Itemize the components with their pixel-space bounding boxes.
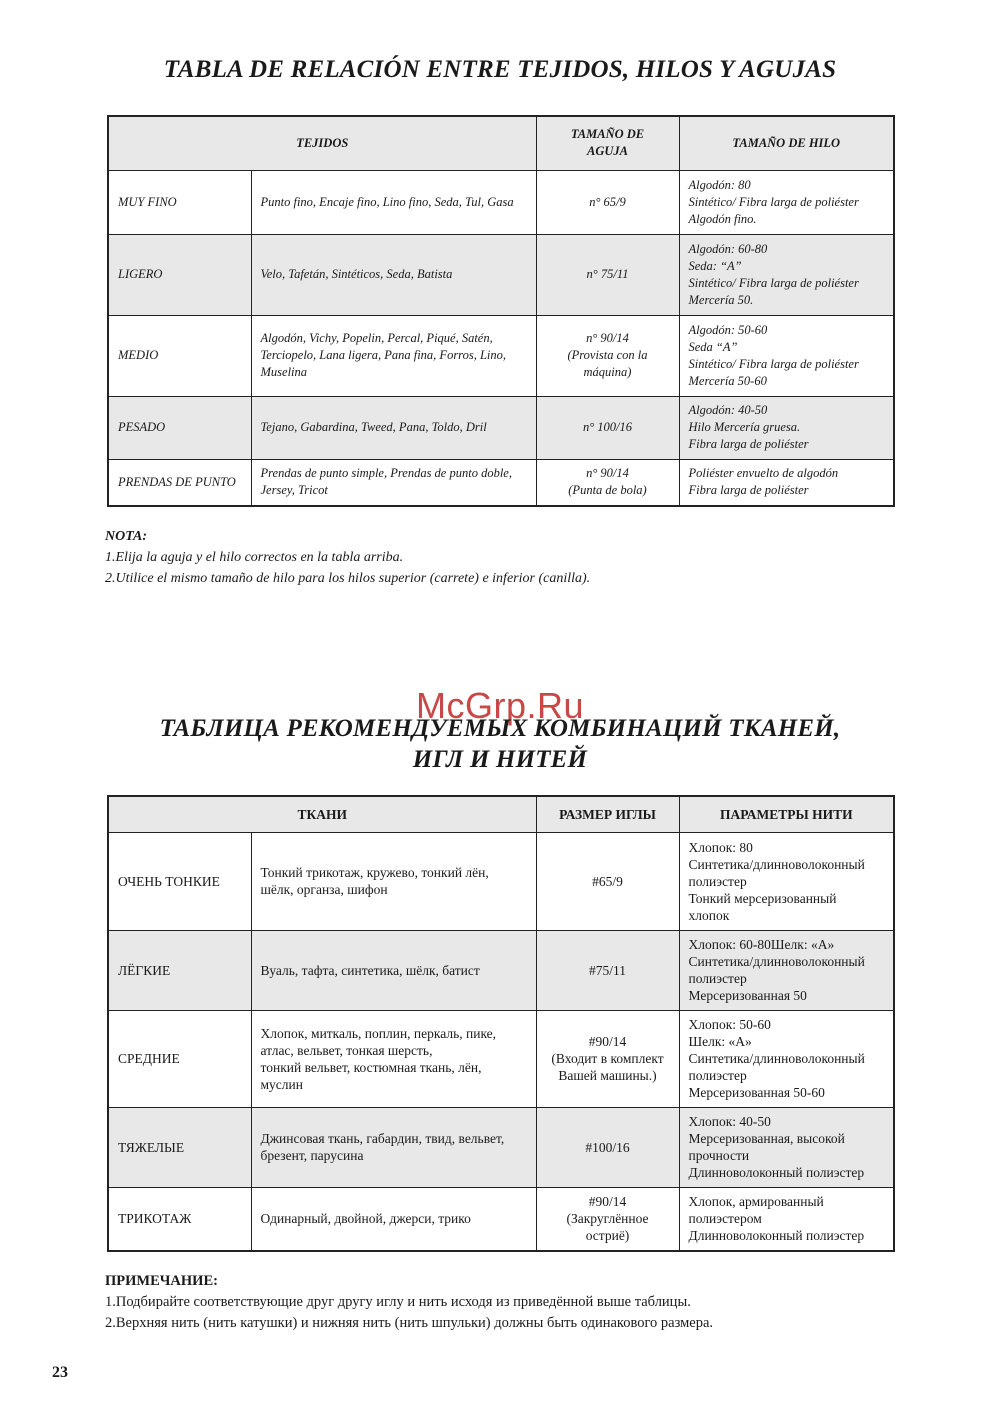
- watermark: McGrp.Ru: [415, 685, 585, 726]
- needle-size: #75/11: [536, 930, 679, 1010]
- fabric-examples: Вуаль, тафта, синтетика, шёлк, батист: [251, 930, 536, 1010]
- fabric-examples: Джинсовая ткань, габардин, твид, вельвет, брезент, парусина: [251, 1107, 536, 1187]
- table-row: [108, 170, 894, 234]
- needle-size: n° 90/14 (Provista con la máquina): [536, 315, 679, 396]
- header-needle-size: РАЗМЕР ИГЛЫ: [536, 796, 679, 832]
- table-row: [108, 1107, 894, 1187]
- fabric-category: ЛЁГКИЕ: [108, 930, 251, 1010]
- table-row: [108, 234, 894, 315]
- needle-size: n° 75/11: [536, 234, 679, 315]
- fabric-examples: Punto fino, Encaje fino, Lino fino, Seda, Tul, Gasa: [251, 170, 536, 234]
- note-item: 2.Верхняя нить (нить катушки) и нижняя нить (нить шпульки) должны быть одинакового размера.: [105, 1315, 714, 1331]
- russian-note: [105, 1271, 713, 1334]
- thread-size: Poliéster envuelto de algodón Fibra larga de poliéster: [679, 459, 894, 506]
- needle-size: n° 100/16: [536, 396, 679, 459]
- fabric-category: СРЕДНИЕ: [108, 1010, 251, 1107]
- needle-size: #90/14 (Входит в комплект Вашей машины.): [536, 1010, 679, 1107]
- fabric-examples: Prendas de punto simple, Prendas de punto doble, Jersey, Tricot: [251, 459, 536, 506]
- fabric-category: PESADO: [108, 396, 251, 459]
- table-row: [108, 1187, 894, 1251]
- fabric-category: ТРИКОТАЖ: [108, 1187, 251, 1251]
- thread-size: Algodón: 80 Sintético/ Fibra larga de poliéster Algodón fino.: [679, 170, 894, 234]
- thread-params: Хлопок, армированный полиэстером Длинноволоконный полиэстер: [679, 1187, 894, 1251]
- spanish-fabric-table: [107, 115, 895, 507]
- note-item: 1.Подбирайте соответствующие друг другу иглу и нить исходя из приведённой выше таблицы.: [105, 1294, 691, 1310]
- header-thread-params: ПАРАМЕТРЫ НИТИ: [679, 796, 894, 832]
- fabric-examples: Algodón, Vichy, Popelin, Percal, Piqué, Satén, Terciopelo, Lana ligera, Pana fina, Forros, Lino, Muselina: [251, 315, 536, 396]
- thread-params: Хлопок: 40-50 Мерсеризованная, высокой прочности Длинноволоконный полиэстер: [679, 1107, 894, 1187]
- table-row: [108, 1010, 894, 1107]
- table-row: [108, 832, 894, 930]
- thread-size: Algodón: 60-80 Seda: “A” Sintético/ Fibra larga de poliéster Mercería 50.: [679, 234, 894, 315]
- fabric-examples: Хлопок, миткаль, поплин, перкаль, пике, атлас, вельвет, тонкая шерсть, тонкий вельвет, костюмная ткань, лён, муслин: [251, 1010, 536, 1107]
- spanish-note: [105, 526, 590, 589]
- header-fabrics: TEJIDOS: [108, 116, 536, 170]
- fabric-category: ТЯЖЕЛЫЕ: [108, 1107, 251, 1187]
- thread-params: Хлопок: 60-80Шелк: «A» Синтетика/длинноволоконный полиэстер Мерсеризованная 50: [679, 930, 894, 1010]
- fabric-examples: Одинарный, двойной, джерси, трико: [251, 1187, 536, 1251]
- fabric-category: MEDIO: [108, 315, 251, 396]
- note-item: 1.Elija la aguja y el hilo correctos en la tabla arriba.: [105, 550, 404, 565]
- fabric-category: PRENDAS DE PUNTO: [108, 459, 251, 506]
- note-heading: ПРИМЕЧАНИЕ:: [105, 1273, 218, 1289]
- needle-size: n° 90/14 (Punta de bola): [536, 459, 679, 506]
- needle-size: #65/9: [536, 832, 679, 930]
- page-number: 23: [52, 1364, 68, 1381]
- thread-params: Хлопок: 80 Синтетика/длинноволоконный полиэстер Тонкий мерсеризованный хлопок: [679, 832, 894, 930]
- russian-page-title: ТАБЛИЦА РЕКОМЕНДУЕМЫХ КОМБИНАЦИЙ ТКАНЕЙ, ИГЛ И НИТЕЙ: [159, 715, 841, 773]
- table-row: [108, 930, 894, 1010]
- header-fabrics: ТКАНИ: [108, 796, 536, 832]
- table-row: [108, 459, 894, 506]
- table-row: [108, 315, 894, 396]
- fabric-category: LIGERO: [108, 234, 251, 315]
- table-header-row: [108, 796, 894, 832]
- header-thread-size: TAMAÑO DE HILO: [679, 116, 894, 170]
- needle-size: #100/16: [536, 1107, 679, 1187]
- needle-size: n° 65/9: [536, 170, 679, 234]
- note-item: 2.Utilice el mismo tamaño de hilo para los hilos superior (carrete) e inferior (canilla).: [105, 571, 591, 586]
- thread-params: Хлопок: 50-60 Шелк: «A» Синтетика/длинноволоконный полиэстер Мерсеризованная 50-60: [679, 1010, 894, 1107]
- fabric-examples: Тонкий трикотаж, кружево, тонкий лён, шёлк, органза, шифон: [251, 832, 536, 930]
- fabric-category: MUY FINO: [108, 170, 251, 234]
- thread-size: Algodón: 40-50 Hilo Mercería gruesa. Fibra larga de poliéster: [679, 396, 894, 459]
- fabric-examples: Velo, Tafetán, Sintéticos, Seda, Batista: [251, 234, 536, 315]
- thread-size: Algodón: 50-60 Seda “A” Sintético/ Fibra larga de poliéster Mercería 50-60: [679, 315, 894, 396]
- table-header-row: [108, 116, 894, 170]
- needle-size: #90/14 (Закруглённое остриё): [536, 1187, 679, 1251]
- header-needle-size: TAMAÑO DE AGUJA: [536, 116, 679, 170]
- spanish-page-title: TABLA DE RELACIÓN ENTRE TEJIDOS, HILOS Y AGUJAS: [163, 56, 837, 83]
- russian-fabric-table: [107, 795, 895, 1252]
- fabric-category: ОЧЕНЬ ТОНКИЕ: [108, 832, 251, 930]
- fabric-examples: Tejano, Gabardina, Tweed, Pana, Toldo, Dril: [251, 396, 536, 459]
- table-row: [108, 396, 894, 459]
- note-heading: NOTA:: [105, 529, 147, 544]
